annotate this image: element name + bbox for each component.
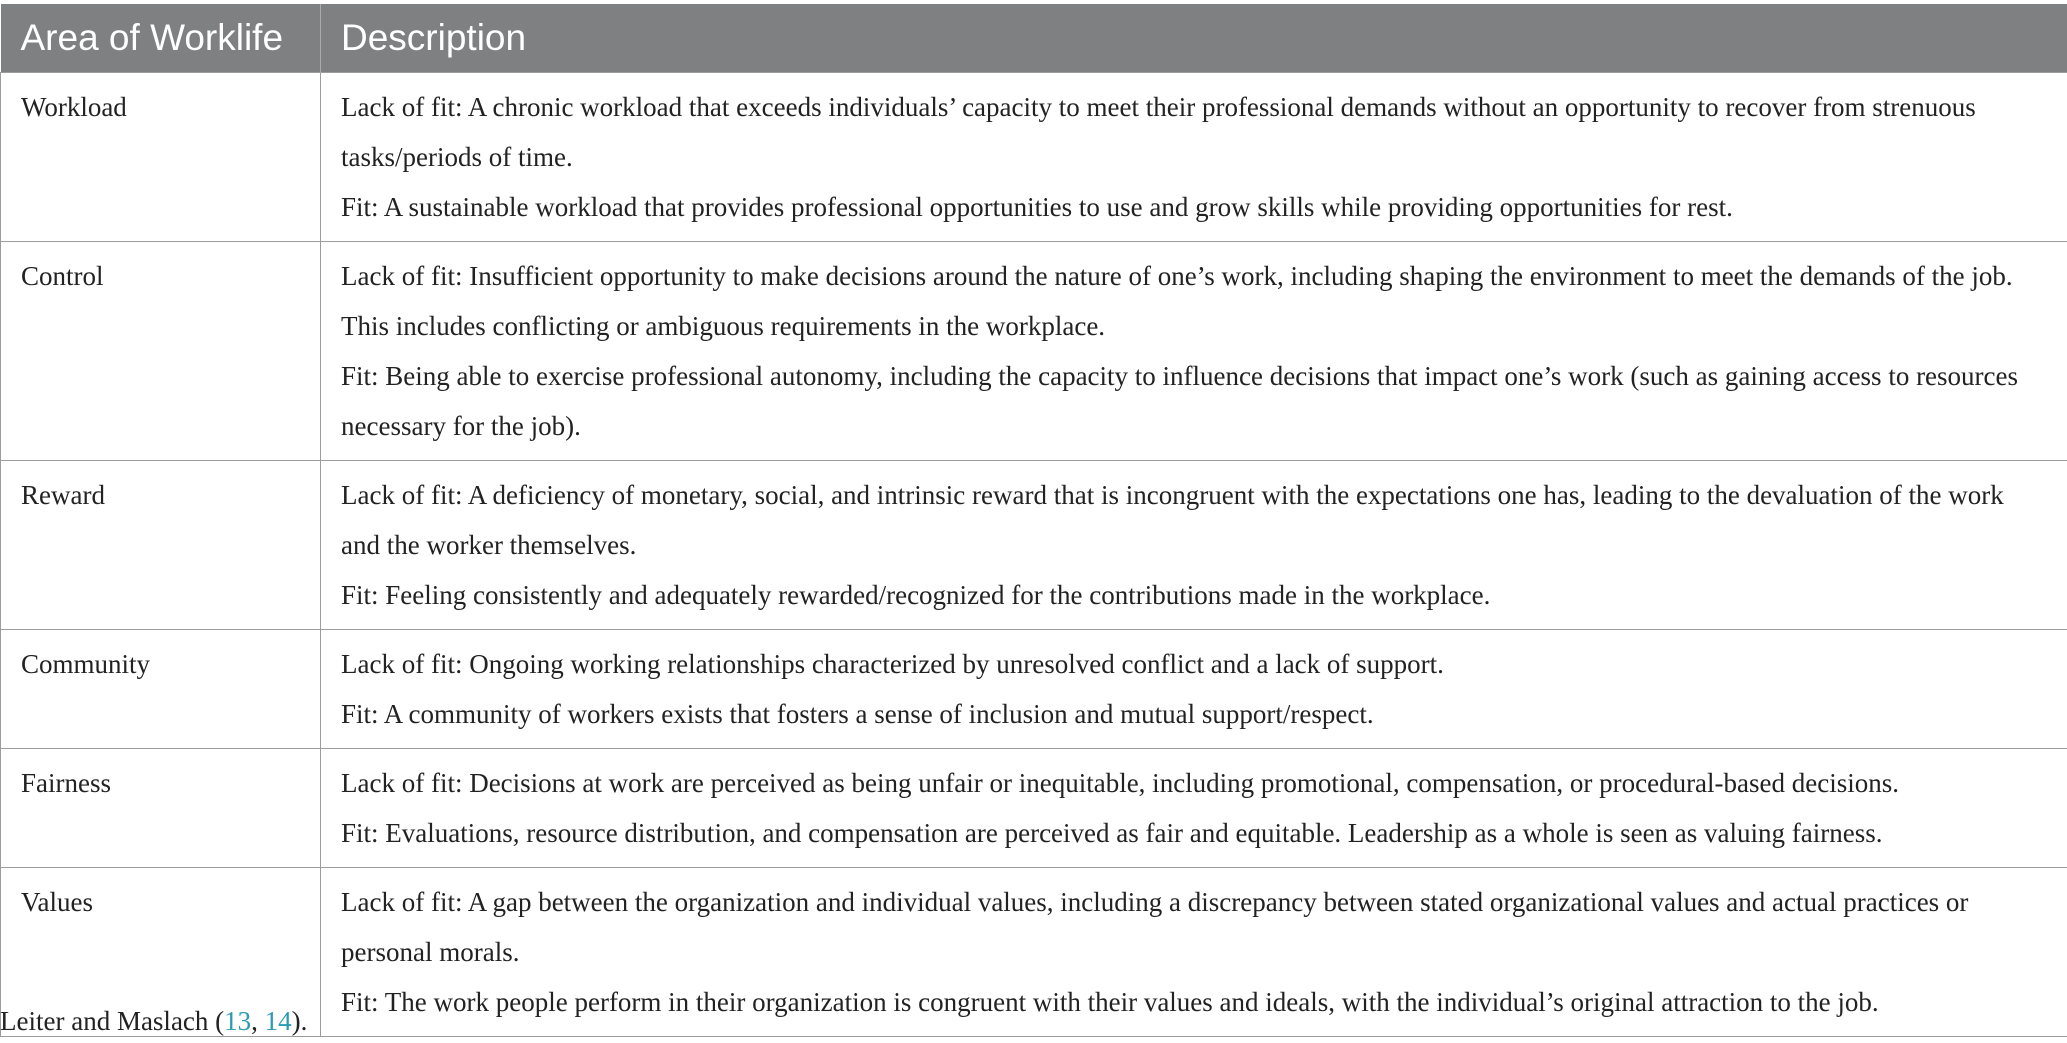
reference-link-13[interactable]: 13 bbox=[224, 1006, 252, 1036]
lack-of-fit-text: Lack of fit: A deficiency of monetary, social, and intrinsic reward that is incongruent with the expectations one has, leading to the devaluation of the work and the worker themselves. bbox=[341, 480, 2004, 560]
fit-text: Fit: The work people perform in their organization is congruent with their values and ideals, with the individual’s original attraction to the job. bbox=[341, 987, 1879, 1017]
column-header-area: Area of Worklife bbox=[1, 4, 321, 73]
areas-of-worklife-table bbox=[0, 4, 2067, 1037]
table-row-community bbox=[1, 630, 2067, 749]
lack-of-fit-text: Lack of fit: Decisions at work are perceived as being unfair or inequitable, including promotional, compensation, or procedural-based decisions. bbox=[341, 768, 1899, 798]
table-row-reward bbox=[1, 461, 2067, 630]
fit-text: Fit: Feeling consistently and adequately rewarded/recognized for the contributions made in the workplace. bbox=[341, 580, 1491, 610]
reference-link-14[interactable]: 14 bbox=[264, 1006, 292, 1036]
header-row bbox=[1, 4, 2067, 73]
footnote-source-text: Leiter and Maslach ( bbox=[0, 1006, 225, 1036]
footnote-suffix: ). bbox=[291, 1006, 308, 1036]
lack-of-fit-text: Lack of fit: Insufficient opportunity to make decisions around the nature of one’s work, including shaping the environment to meet the demands of the job. This includes conflicting or ambiguous requirements in the workplace. bbox=[341, 261, 2013, 341]
table-body bbox=[1, 73, 2067, 1037]
area-cell: Community bbox=[1, 630, 321, 749]
table-footnote bbox=[0, 1001, 307, 1041]
description-cell bbox=[321, 868, 2067, 1037]
fit-text: Fit: A sustainable workload that provides professional opportunities to use and grow skills while providing opportunities for rest. bbox=[341, 192, 1733, 222]
fit-text: Fit: Evaluations, resource distribution, and compensation are perceived as fair and equitable. Leadership as a whole is seen as valuing fairness. bbox=[341, 818, 1883, 848]
area-cell: Workload bbox=[1, 73, 321, 242]
fit-text: Fit: Being able to exercise professional autonomy, including the capacity to influence decisions that impact one’s work (such as gaining access to resources necessary for the job). bbox=[341, 361, 2019, 441]
description-cell bbox=[321, 461, 2067, 630]
table-row-workload bbox=[1, 73, 2067, 242]
lack-of-fit-text: Lack of fit: A gap between the organization and individual values, including a discrepancy between stated organizational values and actual practices or personal morals. bbox=[341, 887, 1969, 967]
description-cell bbox=[321, 242, 2067, 461]
lack-of-fit-text: Lack of fit: A chronic workload that exceeds individuals’ capacity to meet their professional demands without an opportunity to recover from strenuous tasks/periods of time. bbox=[341, 92, 1976, 172]
description-cell bbox=[321, 749, 2067, 868]
fit-text: Fit: A community of workers exists that fosters a sense of inclusion and mutual support/respect. bbox=[341, 699, 1374, 729]
area-cell: Fairness bbox=[1, 749, 321, 868]
description-cell bbox=[321, 73, 2067, 242]
worklife-table-container bbox=[0, 4, 2067, 1037]
lack-of-fit-text: Lack of fit: Ongoing working relationships characterized by unresolved conflict and a lack of support. bbox=[341, 649, 1444, 679]
column-header-description: Description bbox=[321, 4, 2067, 73]
area-cell: Reward bbox=[1, 461, 321, 630]
table-row-control bbox=[1, 242, 2067, 461]
description-cell bbox=[321, 630, 2067, 749]
table-row-values bbox=[1, 868, 2067, 1037]
table-row-fairness bbox=[1, 749, 2067, 868]
footnote-separator: , bbox=[251, 1006, 265, 1036]
area-cell: Control bbox=[1, 242, 321, 461]
area-cell: Values bbox=[1, 868, 321, 1037]
table-header bbox=[1, 4, 2067, 73]
